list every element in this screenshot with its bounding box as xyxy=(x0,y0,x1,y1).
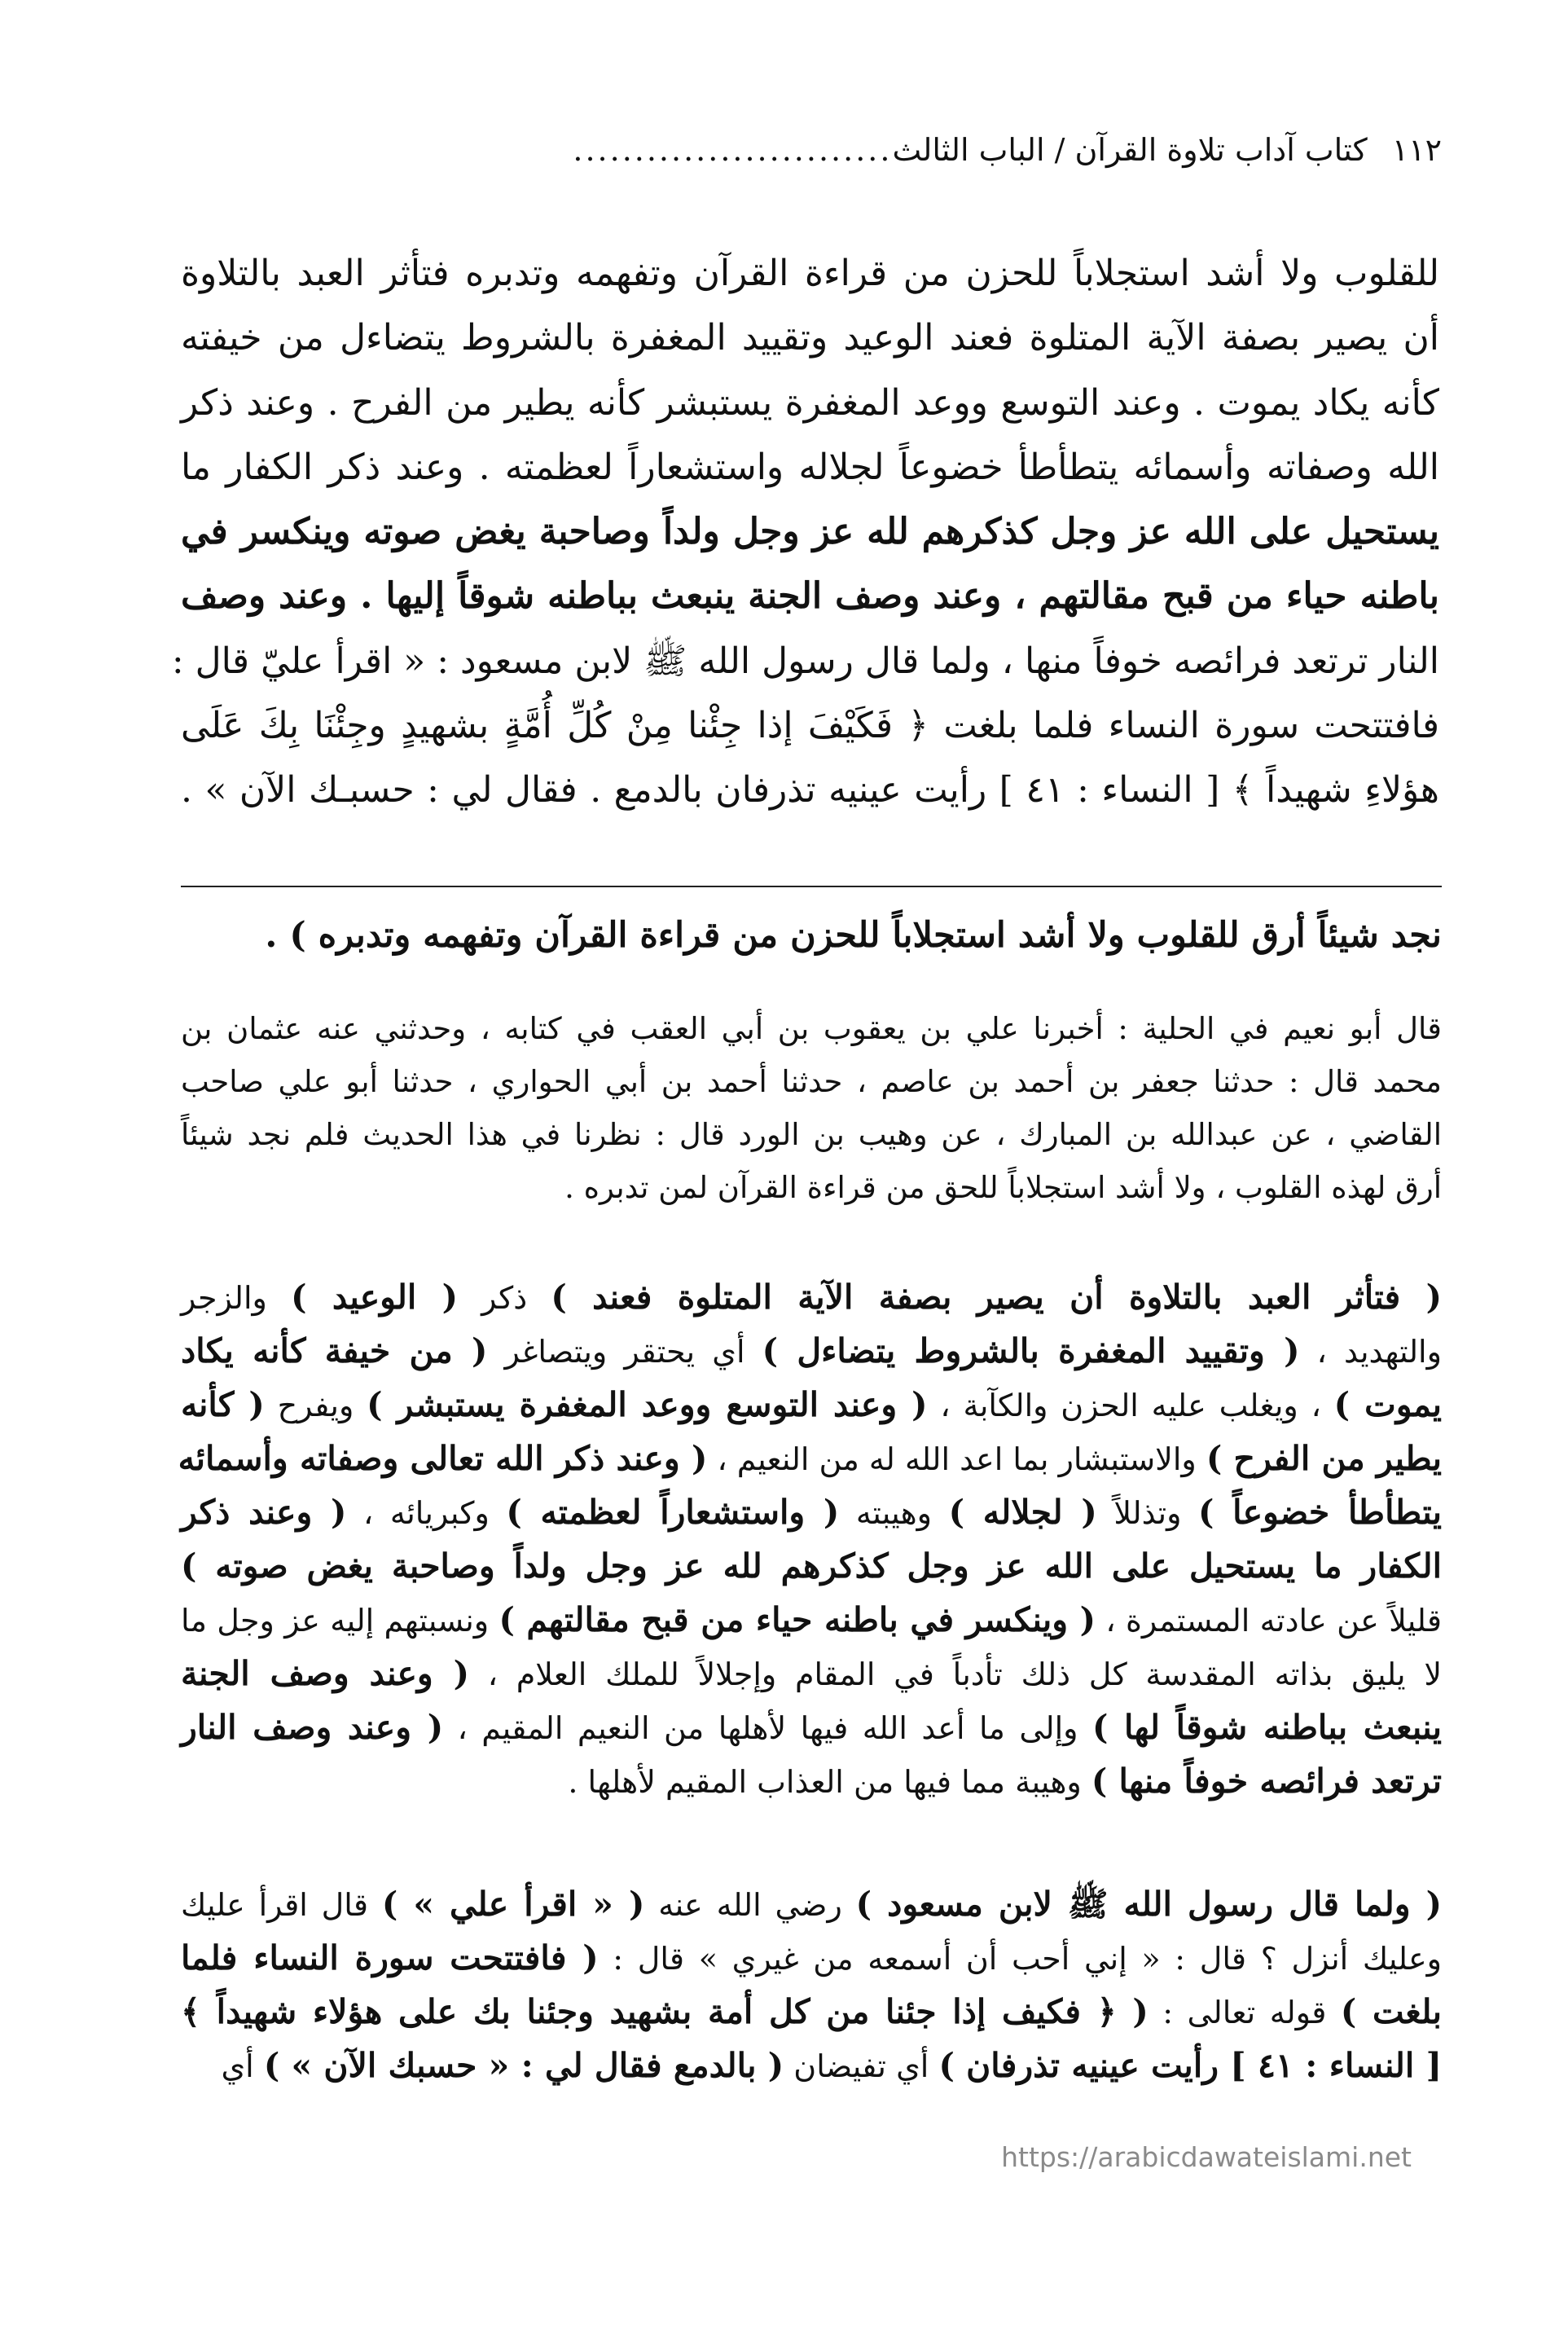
header-leader-dots: .......................... xyxy=(573,132,893,168)
commentary-line xyxy=(181,1701,1442,1755)
commentary-text: والتهديد ، xyxy=(1299,1334,1442,1370)
main-text-line: النار ترتعد فرائصه خوفاً منها ، ولما قال رسول الله ﷺ لابن مسعود : « اقرأ عليّ قال : xyxy=(171,640,1439,682)
page-number: ١١٢ xyxy=(1391,132,1442,168)
quoted-matn-text: ( وعند التوسع ووعد المغفرة يستبشر ) xyxy=(367,1385,928,1424)
quoted-matn-text: يطير من الفرح ) xyxy=(1206,1439,1442,1478)
commentary-text: أي تفيضان xyxy=(784,2048,939,2084)
commentary-line xyxy=(181,1647,1442,1701)
main-text-line: كأنه يكاد يموت . وعند التوسع ووعد المغفرة يستبشر كأنه يطير من الفرح . وعند ذكر xyxy=(181,381,1439,424)
isnad-line: أرق لهذه القلوب ، ولا أشد استجلاباً للحق من قراءة القرآن لمن تدبره . xyxy=(564,1170,1442,1205)
commentary-line xyxy=(181,1325,1442,1379)
quoted-matn-text: ( وعند وصف الجنة xyxy=(181,1654,470,1693)
quoted-matn-text: يتطأطأ خضوعاً ) xyxy=(1198,1493,1442,1532)
main-text-line: الله وصفاته وأسمائه يتطأطأ خضوعاً لجلاله واستشعاراً لعظمته . وعند ذكر الكفار ما xyxy=(181,446,1439,488)
commentary-text: وكبريائه ، xyxy=(346,1495,507,1531)
commentary-text: قليلاً عن عادته المستمرة ، xyxy=(1096,1603,1442,1639)
main-text xyxy=(171,241,1439,823)
commentary-text: وتذللاً xyxy=(1096,1495,1199,1531)
quoted-matn-text: الكفار ما يستحيل على الله عز وجل كذكرهم لله عز وجل ولداً وصاحبة يغض صوته ) xyxy=(181,1546,1442,1586)
quoted-matn-text: ( وعند ذكر xyxy=(181,1493,347,1532)
commentary-text: والاستبشار بما اعد الله له من النعيم ، xyxy=(707,1441,1206,1477)
quoted-matn-text: ( الوعيد ) xyxy=(291,1278,459,1317)
quoted-matn-text: ( فافتتحت سورة النساء فلما xyxy=(181,1938,599,1977)
commentary-line xyxy=(181,1986,1442,2039)
commentary-text: ونسبتهم إليه عز وجل ما xyxy=(181,1603,499,1639)
main-text-line: باطنه حياء من قبح مقالتهم ، وعند وصف الجنة ينبعث بباطنه شوقاً إليها . وعند وصف xyxy=(181,575,1439,618)
commentary-text: قوله تعالى : xyxy=(1148,1995,1341,2030)
commentary-text: قال اقرأ عليك xyxy=(181,1887,382,1923)
commentary-text: ذكر xyxy=(458,1280,551,1316)
quoted-matn-text: ( ولما قال رسول الله ﷺ لابن مسعود ) xyxy=(855,1885,1442,1924)
quoted-matn-text: ( وتقييد المغفرة بالشروط يتضاءل ) xyxy=(762,1331,1300,1370)
main-text-line: أن يصير بصفة الآية المتلوة فعند الوعيد وتقييد المغفرة بالشروط يتضاءل من خيفته xyxy=(181,317,1439,359)
quoted-matn-text: ( ﴿ فكيف إذا جئنا من كل أمة بشهيد وجئنا بك على هؤلاء شهيداً ﴾ xyxy=(181,1992,1149,2031)
main-text-line: يستحيل على الله عز وجل كذكرهم لله عز وجل ولداً وصاحبة يغض صوته وينكسر في xyxy=(181,511,1439,553)
watermark-url: https://arabicdawateislami.net xyxy=(1001,2141,1412,2173)
main-text-line: هؤلاءِ شهيداً ﴾ [ النساء : ٤١ ] رأيت عينيه تذرفان بالدمع . فقال لي : حسبـك الآن » . xyxy=(181,769,1439,812)
commentary-text: وهيبته xyxy=(839,1495,949,1531)
running-header xyxy=(181,130,1442,169)
main-text-line: فافتتحت سورة النساء فلما بلغت ﴿ فَكَيْفَ إذا جِئْنا مِنْ كُلِّ أُمَّةٍ بشهيدٍ وجِئْنَا بِكَ عَلَى xyxy=(181,705,1439,747)
commentary-heading: نجد شيئاً أرق للقلوب ولا أشد استجلاباً للحزن من قراءة القرآن وتفهمه وتدبره ) . xyxy=(265,915,1442,956)
commentary-line xyxy=(181,1540,1442,1594)
commentary-line xyxy=(181,1878,1442,1932)
commentary-line xyxy=(181,1755,1442,1809)
commentary-line xyxy=(181,2039,1442,2093)
commentary-text: وإلى ما أعد الله فيها لأهلها من النعيم المقيم ، xyxy=(443,1710,1092,1746)
isnad-line: القاضي ، عن عبدالله بن المبارك ، عن وهيب بن الورد قال : نظرنا في هذا الحديث فلم نجد شيئاً xyxy=(181,1117,1442,1152)
quoted-matn-text: يموت ) xyxy=(1333,1385,1442,1424)
commentary-text: ، ويغلب عليه الحزن والكآبة ، xyxy=(927,1388,1334,1423)
quoted-matn-text: بلغت ) xyxy=(1340,1992,1443,2031)
commentary-text: لا يليق بذاته المقدسة كل ذلك تأدباً في المقام وإجلالاً للملك العلام ، xyxy=(469,1656,1442,1692)
commentary-paragraph-2 xyxy=(181,1878,1442,2093)
commentary-text: رضي الله عنه xyxy=(644,1887,856,1923)
commentary-text: وعليك أنزل ؟ قال : « إني أحب أن أسمعه من غيري » قال : xyxy=(598,1941,1442,1977)
running-title: كتاب آداب تلاوة القرآن / الباب الثالث xyxy=(892,132,1368,168)
commentary-line xyxy=(178,1432,1442,1486)
quoted-matn-text: ( وعند وصف النار xyxy=(181,1708,444,1747)
divider-rule xyxy=(181,886,1442,887)
commentary-line xyxy=(181,1271,1442,1325)
quoted-matn-text: ( بالدمع فقال لي : « حسبك الآن » ) xyxy=(263,2046,784,2085)
commentary-text: أي xyxy=(221,2048,264,2084)
isnad-line: قال أبو نعيم في الحلية : أخبرنا علي بن يعقوب بن أبي العقب في كتابه ، وحدثني عنه عثمان بن xyxy=(181,1011,1442,1046)
isnad-paragraph xyxy=(181,1002,1442,1214)
isnad-line: محمد قال : حدثنا جعفر بن أحمد بن عاصم ، حدثنا أحمد بن أبي الحواري ، حدثنا أبو علي صاحب xyxy=(181,1064,1442,1099)
quoted-matn-text: ( من خيفة كأنه يكاد xyxy=(181,1331,488,1370)
commentary-text: أي يحتقر ويتصاغر xyxy=(487,1334,762,1370)
quoted-matn-text: ( كأنه xyxy=(181,1385,265,1424)
commentary-line xyxy=(181,1594,1442,1647)
commentary-line xyxy=(181,1379,1442,1432)
quoted-matn-text: ترتعد فرائصه خوفاً منها ) xyxy=(1091,1762,1442,1801)
quoted-matn-text: ( وعند ذكر الله تعالى وصفاته وأسمائه xyxy=(178,1439,708,1478)
commentary-line xyxy=(181,1486,1442,1540)
commentary-text: ويفرح xyxy=(264,1388,367,1423)
quoted-matn-text: ( فتأثر العبد بالتلاوة أن يصير بصفة الآية المتلوة فعند ) xyxy=(551,1278,1442,1317)
quoted-matn-text: [ النساء : ٤١ ] رأيت عينيه تذرفان ) xyxy=(938,2046,1442,2085)
quoted-matn-text: ( لجلاله ) xyxy=(948,1493,1097,1532)
quoted-matn-text: ينبعث بباطنه شوقاً لها ) xyxy=(1092,1708,1442,1747)
quoted-matn-text: ( واستشعاراً لعظمته ) xyxy=(506,1493,840,1532)
commentary-line xyxy=(181,1932,1442,1986)
quoted-matn-text: ( « اقرأ علي » ) xyxy=(381,1885,645,1924)
quoted-matn-text: ( وينكسر في باطنه حياء من قبح مقالتهم ) xyxy=(499,1600,1096,1639)
commentary-paragraph-1 xyxy=(178,1271,1442,1809)
commentary-text: والزجر xyxy=(181,1280,292,1316)
main-text-line: للقلوب ولا أشد استجلاباً للحزن من قراءة القرآن وتفهمه وتدبره فتأثر العبد بالتلاوة xyxy=(181,253,1439,294)
commentary-text: وهيبة مما فيها من العذاب المقيم لأهلها . xyxy=(568,1764,1091,1800)
